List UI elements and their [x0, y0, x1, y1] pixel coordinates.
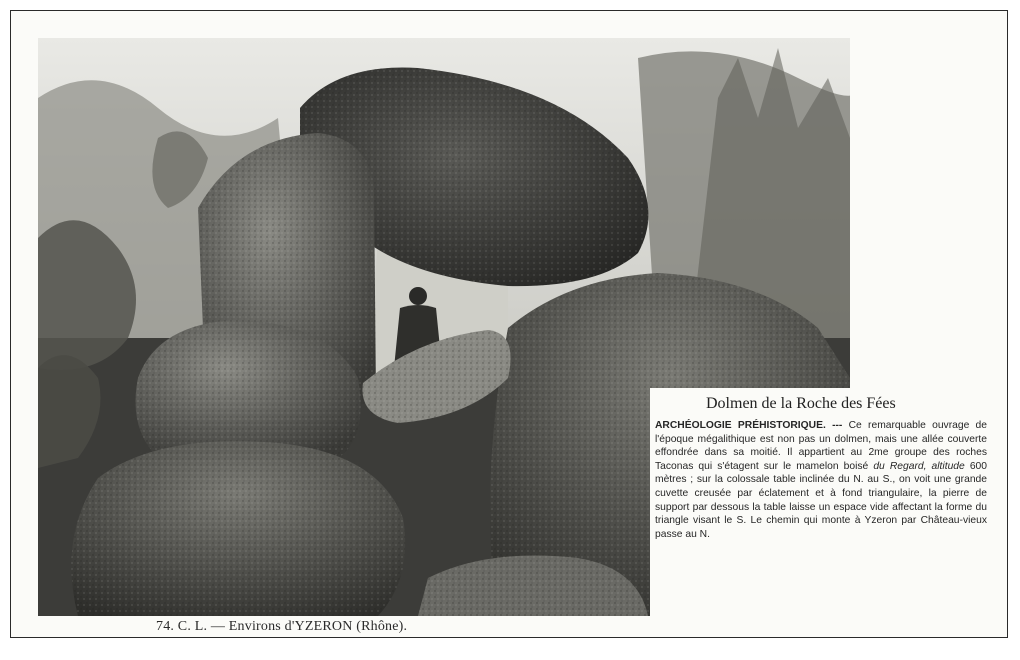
caption-lead: ARCHÉOLOGIE PRÉHISTORIQUE. --- — [655, 420, 849, 431]
person-head — [409, 287, 427, 305]
caption-text-part1: Ce remarquable ouvrage de l'époque mégalithique est non pas un dolmen, mais une allée couverte effondrée dans sa moitié. Il appartient au 2me groupe des roches Taconas qui s'étagent sur le mamelon boisé — [655, 420, 988, 472]
caption-title: Dolmen de la Roche des Fées — [706, 395, 896, 412]
caption-text-part2: 600 mètres ; sur la colossale table inclinée du N. au S., on voit une grande cuvette creusée par éclatement et à fond triangulaire, la pierre de support par dessous la table laisse un espace vide affectant la forme du triangle visant le S. Le chemin qui monte à Yzeron par Château-vieux passe au N. — [655, 460, 988, 540]
caption-text-italic: du Regard, altitude — [873, 460, 965, 472]
postcard-footer: 74. C. L. — Environs d'YZERON (Rhône). — [156, 619, 408, 634]
caption-body — [655, 419, 987, 541]
